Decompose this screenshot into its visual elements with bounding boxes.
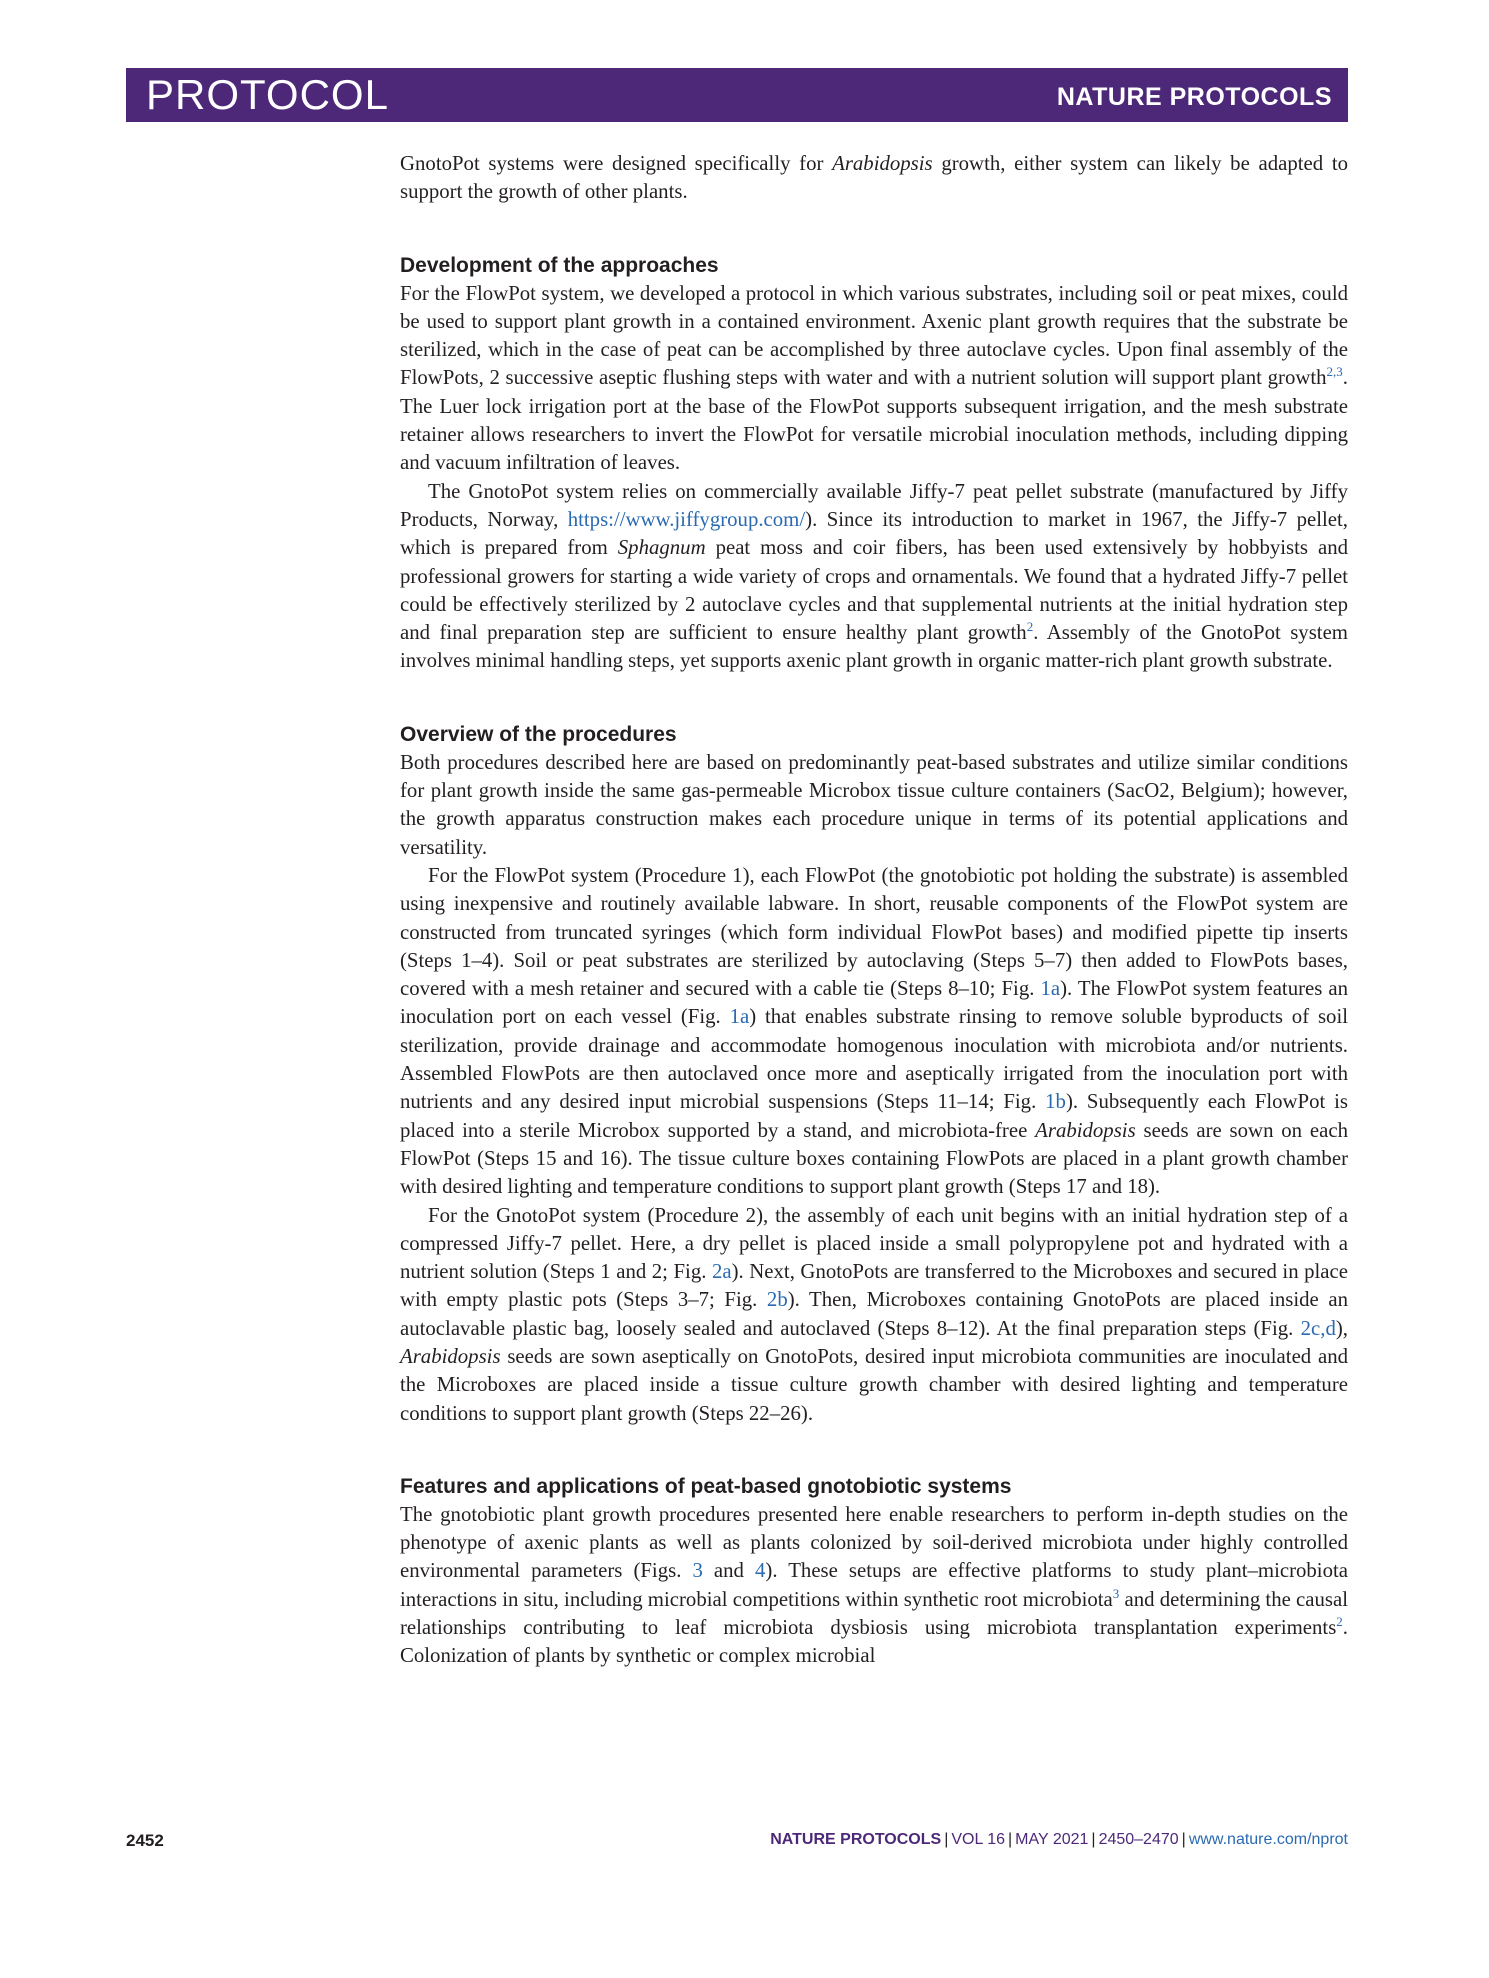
text-run: peat moss and coir fibers, has been used extensively by hobbyists and professional growers for starting a wide variety of crops and ornamentals. We found that a hydrated Jiffy-7 pellet could be effectively sterilized by 2 autoclave cycles and that supplemental nutrients at the initial hydration step and final preparation step are sufficient to ensure healthy plant growth bbox=[400, 536, 1348, 645]
jiffy-url-link[interactable]: https://www.jiffygroup.com/ bbox=[567, 507, 806, 531]
text-run: . Colonization of plants by synthetic or complex microbial bbox=[400, 1616, 1348, 1668]
text-run: . The Luer lock irrigation port at the base of the FlowPot supports subsequent irrigation, and the mesh substrate retainer allows researchers to invert the FlowPot for versatile microbial inoculation methods, including dipping and vacuum infiltration of leaves. bbox=[400, 366, 1348, 475]
header-banner bbox=[126, 68, 1348, 122]
text-run: ) that enables substrate rinsing to remove soluble byproducts of soil sterilization, provide drainage and accommodate homogenous inoculation with microbiota and/or nutrients. Assembled FlowPots are then autoclaved once more and aseptically irrigated from the inoculation port with nutrients and any desired input microbial suspensions (Steps 11–14; Fig. bbox=[400, 1005, 1349, 1114]
footer-date: MAY 2021 bbox=[1015, 1831, 1089, 1848]
italic-term: Arabidopsis bbox=[400, 1344, 501, 1368]
text-run: For the FlowPot system (Procedure 1), each FlowPot (the gnotobiotic pot holding the substrate) is assembled using inexpensive and routinely available labware. In short, reusable components of the FlowPot system are constructed from truncated syringes (which form individual FlowPot bases) and modified pipette tip inserts (Steps 1–4). Soil or peat substrates are sterilized by autoclaving (Steps 5–7) then added to FlowPots bases, covered with a mesh retainer and secured with a cable tie (Steps 8–10; Fig. bbox=[400, 863, 1348, 1001]
text-run: . Assembly of the GnotoPot system involves minimal handling steps, yet supports axenic plant growth in organic matter-rich plant growth substrate. bbox=[400, 621, 1348, 673]
footer-volume: VOL 16 bbox=[951, 1831, 1006, 1848]
text-run: For the FlowPot system, we developed a protocol in which various substrates, including soil or peat mixes, could be used to support plant growth in a contained environment. Axenic plant growth requires that the substrate be sterilized, which in the case of peat can be accomplished by three autoclave cycles. Upon final assembly of the FlowPots, 2 successive aseptic flushing steps with water and with a nutrient solution will support plant growth bbox=[400, 281, 1348, 390]
text-run: ). These setups are effective platforms to study plant–microbiota interactions in situ, including microbial competitions within synthetic root microbiota bbox=[400, 1559, 1348, 1611]
figure-link[interactable]: 2a bbox=[711, 1260, 732, 1284]
figure-link[interactable]: 1b bbox=[1045, 1090, 1066, 1114]
text-run: For the GnotoPot system (Procedure 2), the assembly of each unit begins with an initial hydration step of a compressed Jiffy-7 pellet. Here, a dry pellet is placed inside a small polypropylene pot and hydrated with a nutrient solution (Steps 1 and 2; Fig. bbox=[400, 1203, 1348, 1284]
figure-link[interactable]: 4 bbox=[755, 1559, 766, 1583]
paragraph bbox=[400, 1202, 1348, 1428]
italic-term: Sphagnum bbox=[617, 536, 706, 560]
journal-name-label: NATURE PROTOCOLS bbox=[1056, 83, 1332, 111]
text-run: ). Since its introduction to market in 1967, the Jiffy-7 pellet, which is prepared from bbox=[400, 507, 1348, 560]
text-run: ), bbox=[1335, 1316, 1348, 1340]
text-run: ). Next, GnotoPots are transferred to the Microboxes and secured in place with empty plastic pots (Steps 3–7; Fig. bbox=[400, 1260, 1348, 1312]
figure-link[interactable]: 1a bbox=[1040, 977, 1061, 1001]
text-run: Both procedures described here are based on predominantly peat-based substrates and utilize similar conditions for plant growth inside the same gas-permeable Microbox tissue culture containers (SacO2, Belgium); however, the growth apparatus construction makes each procedure unique in terms of its potential applications and versatility. bbox=[400, 750, 1348, 859]
section-heading-features: Features and applications of peat-based gnotobiotic systems bbox=[400, 1474, 1012, 1498]
text-run: ). Subsequently each FlowPot is placed into a sterile Microbox supported by a stand, and microbiota-free bbox=[400, 1090, 1348, 1142]
text-run: ). Then, Microboxes containing GnotoPots are placed inside an autoclavable plastic bag, loosely sealed and autoclaved (Steps 8–12). At the final preparation steps (Fig. bbox=[400, 1288, 1348, 1340]
footer-separator: | bbox=[1008, 1831, 1013, 1848]
text-run: seeds are sown on each FlowPot (Steps 15 and 16). The tissue culture boxes containing FlowPots are placed in a plant growth chamber with desired lighting and temperature conditions to support plant growth (Steps 17 and 18). bbox=[400, 1118, 1348, 1199]
paragraph bbox=[400, 862, 1348, 1202]
footer-pages: 2450–2470 bbox=[1098, 1831, 1179, 1848]
reference-link[interactable]: 2 bbox=[1336, 1614, 1343, 1630]
italic-term: Arabidopsis bbox=[832, 152, 933, 175]
footer-citation bbox=[770, 1831, 1348, 1849]
paragraph bbox=[400, 280, 1348, 478]
figure-link[interactable]: 2b bbox=[766, 1288, 788, 1312]
intro-paragraph bbox=[400, 150, 1348, 207]
section-heading-overview: Overview of the procedures bbox=[400, 722, 677, 746]
reference-link[interactable]: 2 bbox=[1026, 619, 1034, 635]
reference-link[interactable]: 2,3 bbox=[1326, 364, 1343, 380]
footer-separator: | bbox=[1181, 1831, 1186, 1848]
text-run: growth, either system can likely be adapted to support the growth of other plants. bbox=[400, 152, 1349, 204]
page-number: 2452 bbox=[126, 1831, 164, 1850]
footer-url-link[interactable]: www.nature.com/nprot bbox=[1188, 1831, 1348, 1848]
text-run: The GnotoPot system relies on commercially available Jiffy-7 peat pellet substrate (manufactured by Jiffy Products, Norway, bbox=[400, 479, 1348, 531]
reference-link[interactable]: 3 bbox=[1112, 1585, 1120, 1601]
text-run: The gnotobiotic plant growth procedures presented here enable researchers to perform in-depth studies on the phenotype of axenic plants as well as plants colonized by soil-derived microbiota under highly controlled environmental parameters (Figs. bbox=[400, 1502, 1348, 1583]
text-run: seeds are sown aseptically on GnotoPots, desired input microbiota communities are inoculated and the Microboxes are placed inside a tissue culture growth chamber with desired lighting and temperature conditions to support plant growth (Steps 22–26). bbox=[400, 1344, 1348, 1425]
figure-link[interactable]: 1a bbox=[729, 1005, 750, 1029]
figure-link[interactable]: 3 bbox=[692, 1559, 703, 1583]
footer-separator: | bbox=[1091, 1831, 1096, 1848]
article-body bbox=[400, 150, 1348, 1671]
footer-journal: NATURE PROTOCOLS bbox=[770, 1831, 942, 1848]
text-run: and determining the causal relationships contributing to leaf microbiota dysbiosis using microbiota transplantation experiments bbox=[400, 1587, 1348, 1640]
text-run: GnotoPot systems were designed specifically for bbox=[400, 152, 833, 175]
paragraph bbox=[400, 1501, 1348, 1671]
figure-link[interactable]: 2c,d bbox=[1300, 1316, 1336, 1340]
section-heading-development: Development of the approaches bbox=[400, 253, 719, 277]
footer-separator: | bbox=[944, 1831, 949, 1848]
text-run: ). The FlowPot system features an inoculation port on each vessel (Fig. bbox=[400, 977, 1349, 1029]
paragraph bbox=[400, 749, 1348, 862]
text-run: and bbox=[702, 1559, 756, 1583]
paragraph bbox=[400, 478, 1348, 676]
italic-term: Arabidopsis bbox=[1035, 1118, 1136, 1142]
article-type-label: PROTOCOL bbox=[146, 71, 389, 118]
